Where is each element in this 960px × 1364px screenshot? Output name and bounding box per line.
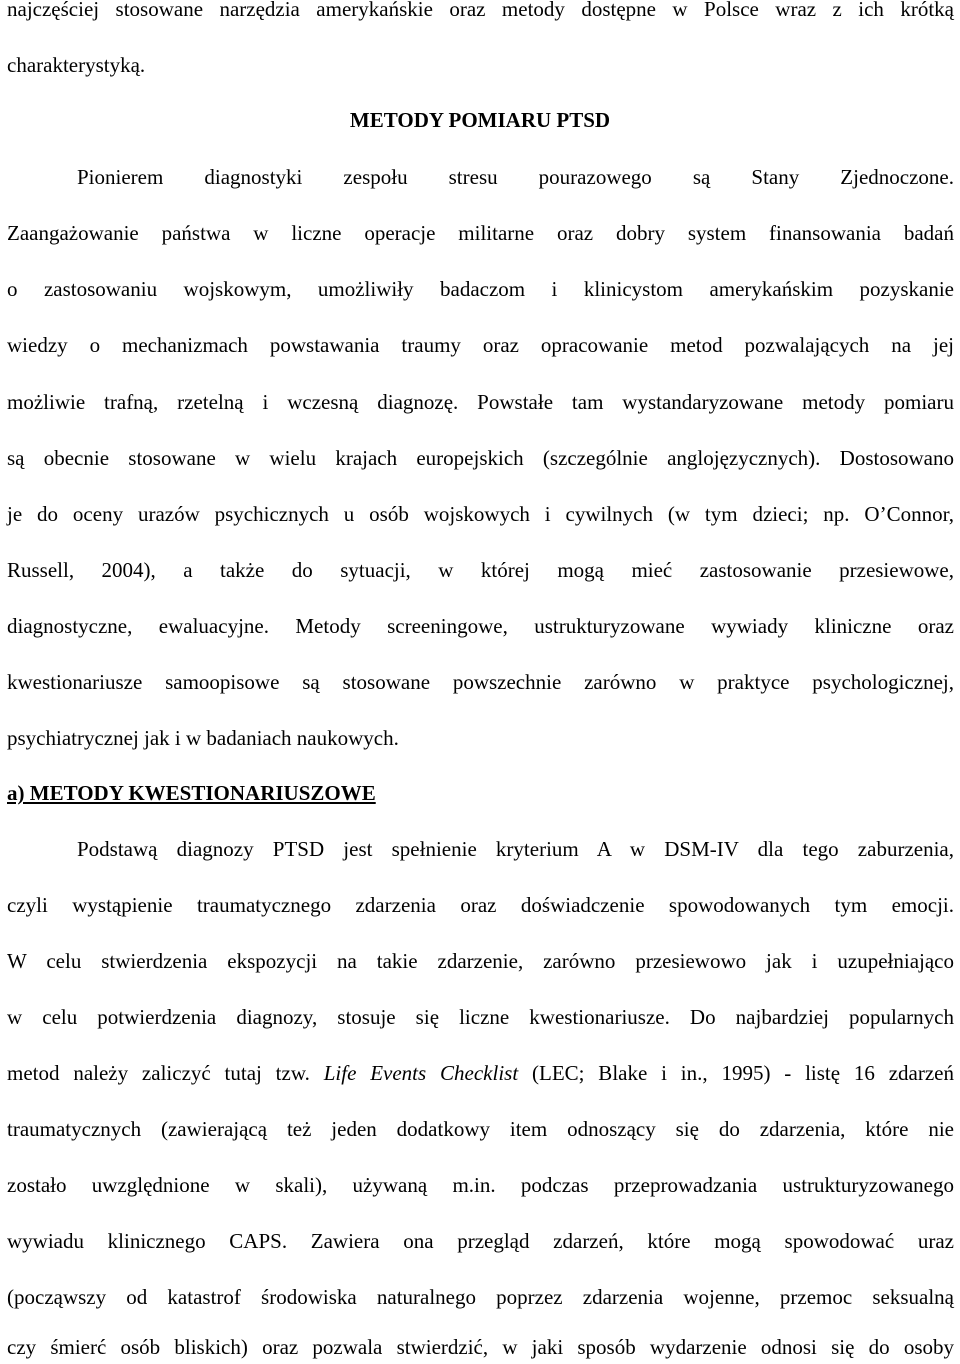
- paragraph2-line-2: czyli wystąpienie traumatycznego zdarzenia oraz doświadczenie spowodowanych tym emocji.: [7, 893, 954, 917]
- paragraph1-line-1: Pionierem diagnostyki zespołu stresu pourazowego są Stany Zjednoczone.: [77, 165, 954, 189]
- paragraph1-line-9: diagnostyczne, ewaluacyjne. Metody screeningowe, ustrukturyzowane wywiady kliniczne oraz: [7, 614, 954, 638]
- paragraph2-line-7: zostało uwzględnione w skali), używaną m.in. podczas przeprowadzania ustrukturyzowanego: [7, 1173, 954, 1197]
- paragraph1-line-8: Russell, 2004), a także do sytuacji, w której mogą mieć zastosowanie przesiewowe,: [7, 558, 954, 582]
- paragraph1-line-6: są obecnie stosowane w wielu krajach europejskich (szczególnie anglojęzycznych). Dostosowano: [7, 446, 954, 470]
- paragraph1-line-7: je do oceny urazów psychicznych u osób wojskowych i cywilnych (w tym dzieci; np. O’Connor,: [7, 502, 954, 526]
- paragraph2-line-8: wywiadu klinicznego CAPS. Zawiera ona przegląd zdarzeń, które mogą spowodować uraz: [7, 1229, 954, 1253]
- paragraph2-line-9: (począwszy od katastrof środowiska naturalnego poprzez zdarzenia wojenne, przemoc seksualną: [7, 1285, 954, 1309]
- paragraph2-line-4: w celu potwierdzenia diagnozy, stosuje się liczne kwestionariusze. Do najbardziej popularnych: [7, 1005, 954, 1029]
- paragraph2-line-3: W celu stwierdzenia ekspozycji na takie zdarzenie, zarówno przesiewowo jak i uzupełniająco: [7, 949, 954, 973]
- intro-line-1: najczęściej stosowane narzędzia amerykańskie oraz metody dostępne w Polsce wraz z ich krótką: [7, 0, 954, 21]
- life-events-checklist-title: Life Events Checklist: [323, 1061, 519, 1085]
- paragraph1-line-2: Zaangażowanie państwa w liczne operacje militarne oraz dobry system finansowania badań: [7, 221, 954, 245]
- subheading: a) METODY KWESTIONARIUSZOWE: [7, 781, 376, 805]
- paragraph1-line-10: kwestionariusze samoopisowe są stosowane powszechnie zarówno w praktyce psychologicznej,: [7, 670, 954, 694]
- paragraph2-line-5-post: (LEC; Blake i in., 1995) - listę 16 zdarzeń: [518, 1061, 954, 1085]
- paragraph1-line-4: wiedzy o mechanizmach powstawania traumy oraz opracowanie metod pozwalających na jej: [7, 333, 954, 357]
- paragraph2-line-6: traumatycznych (zawierającą też jeden dodatkowy item odnoszący się do zdarzenia, które nie: [7, 1117, 954, 1141]
- intro-line-2: charakterystyką.: [7, 53, 146, 77]
- paragraph1-line-11: psychiatrycznej jak i w badaniach naukowych.: [7, 726, 399, 750]
- section-heading: METODY POMIARU PTSD: [349, 108, 611, 132]
- paragraph2-line-1: Podstawą diagnozy PTSD jest spełnienie kryterium A w DSM-IV dla tego zaburzenia,: [77, 837, 954, 861]
- paragraph1-line-5: możliwie trafną, rzetelną i wczesną diagnozę. Powstałe tam wystandaryzowane metody pomiaru: [7, 390, 954, 414]
- paragraph2-line-5-pre: metod należy zaliczyć tutaj tzw.: [7, 1061, 324, 1085]
- paragraph1-line-3: o zastosowaniu wojskowym, umożliwiły badaczom i klinicystom amerykańskim pozyskanie: [7, 277, 954, 301]
- paragraph2-line-5: [7, 1060, 954, 1086]
- paragraph2-line-10: czy śmierć osób bliskich) oraz pozwala stwierdzić, w jaki sposób wydarzenie odnosi się do osoby: [7, 1335, 954, 1359]
